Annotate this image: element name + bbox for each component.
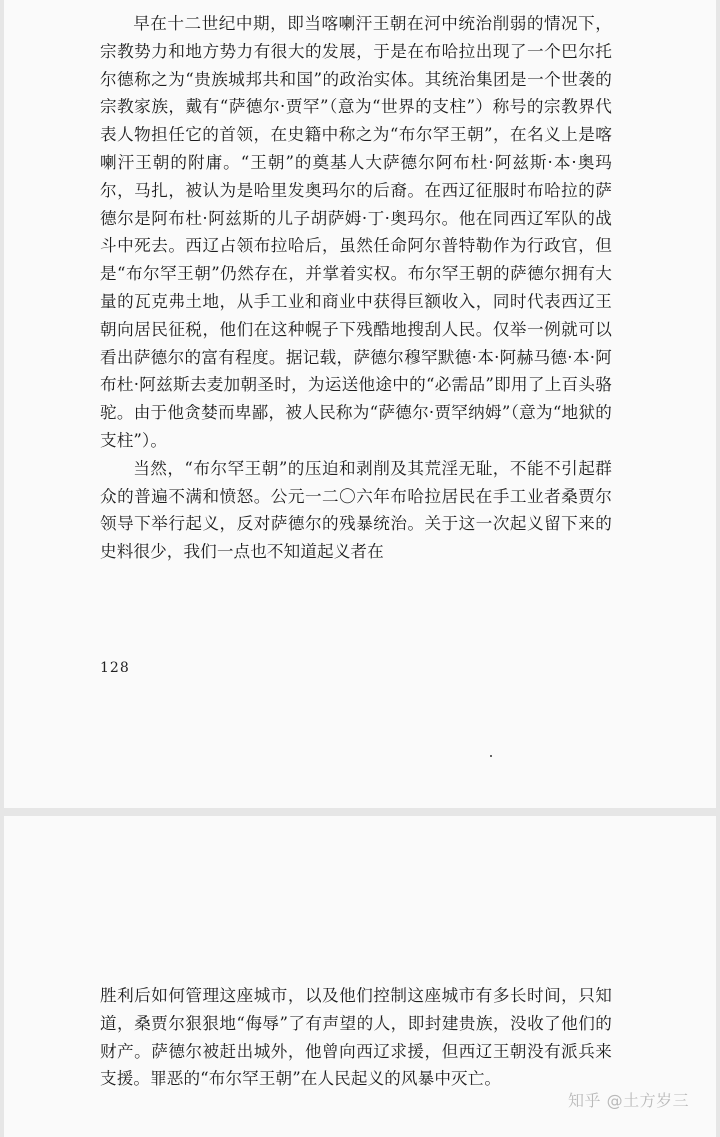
scanned-page-top bbox=[4, 0, 716, 808]
page-number: 128 bbox=[100, 660, 130, 676]
paragraph-bukhara-sadr: 早在十二世纪中期，即当喀喇汗王朝在河中统治削弱的情况下，宗教势力和地方势力有很大的发展，于是在布哈拉出现了一个巴尔托尔德称之为“贵族城邦共和国”的政治实体。其统治集团是一个世袭的宗教家族，戴有“萨德尔·贾罕”（意为“世界的支柱”）称号的宗教界代表人物担任它的首领，在史籍中称之为“布尔罕王朝”，在名义上是喀喇汗王朝的附庸。“王朝”的奠基人大萨德尔阿布杜·阿兹斯·本·奥玛尔，马扎，被认为是哈里发奥玛尔的后裔。在西辽征服时布哈拉的萨德尔是阿布杜·阿兹斯的儿子胡萨姆·丁·奥玛尔。他在同西辽军队的战斗中死去。西辽占领布拉哈后，虽然任命阿尔普特勒作为行政官，但是“布尔罕王朝”仍然存在，并掌着实权。布尔罕王朝的萨德尔拥有大量的瓦克弗土地，从手工业和商业中获得巨额收入，同时代表西辽王朝向居民征税，他们在这种幌子下残酷地搜刮人民。仅举一例就可以看出萨德尔的富有程度。据记载，萨德尔穆罕默德·本·阿赫马德·本·阿布杜·阿兹斯去麦加朝圣时，为运送他途中的“必需品”即用了上百头骆驼。由于他贪婪而卑鄙，被人民称为“萨德尔·贾罕纳姆”（意为“地狱的支柱”）。 bbox=[100, 14, 612, 450]
paragraph-sanjar-uprising: 当然，“布尔罕王朝”的压迫和剥削及其荒淫无耻，不能不引起群众的普遍不满和愤怒。公元一二〇六年布哈拉居民在手工业者桑贾尔领导下举行起义，反对萨德尔的残暴统治。关于这一次起义留下来的史料很少，我们一点也不知道起义者在 bbox=[100, 458, 612, 562]
scanned-page-bottom bbox=[4, 816, 716, 1137]
page-bottom-text bbox=[100, 982, 612, 1093]
paragraph-continuation: 胜利后如何管理这座城市，以及他们控制这座城市有多长时间，只知道，桑贾尔狠狠地“侮辱”了有声望的人，即封建贵族，没收了他们的财产。萨德尔被赶出城外，他曾向西辽求援，但西辽王朝没有派兵来支援。罪恶的“布尔罕王朝”在人民起义的风暴中灭亡。 bbox=[100, 986, 612, 1089]
page-top-text bbox=[100, 10, 612, 566]
scan-speck bbox=[490, 755, 492, 757]
watermark: 知乎 @土方岁三 bbox=[568, 1091, 690, 1110]
